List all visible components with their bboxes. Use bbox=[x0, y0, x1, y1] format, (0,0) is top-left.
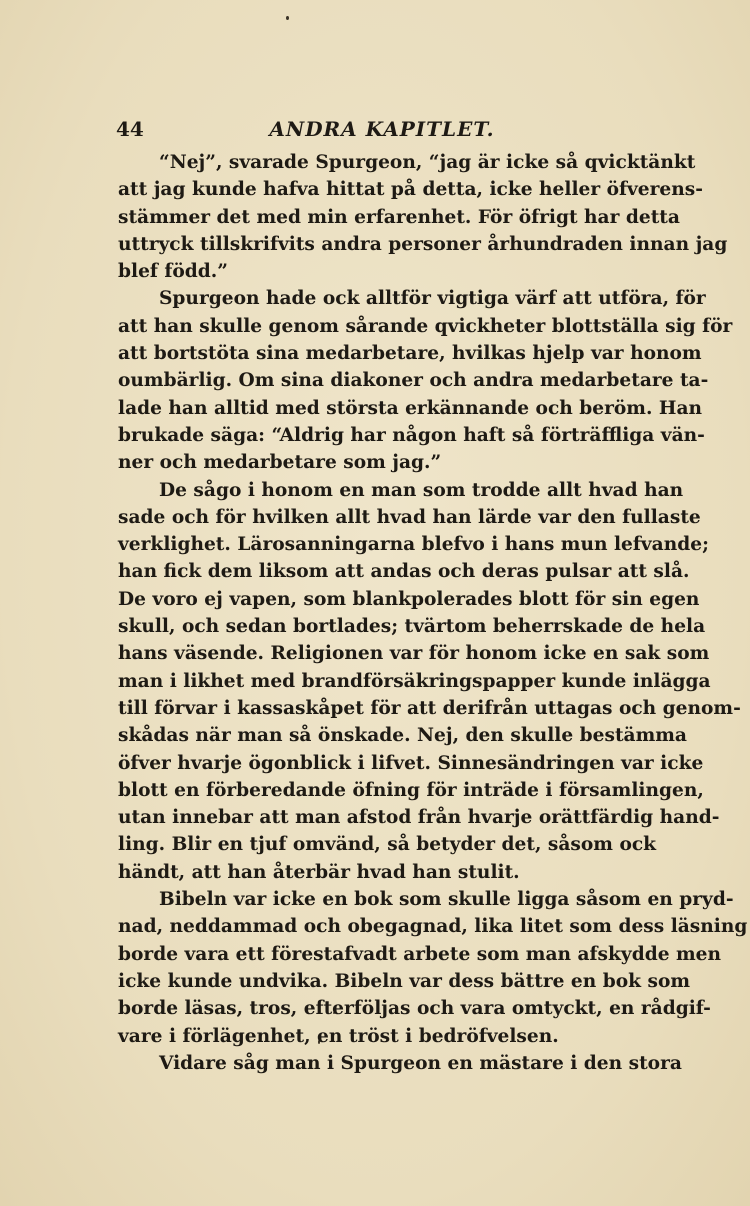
text-line: De voro ej vapen, som blankpolerades blott för sin egen bbox=[118, 588, 700, 610]
text-line: lade han alltid med största erkännande och beröm. Han bbox=[118, 397, 703, 419]
text-line: nad, neddammad och obegagnad, lika litet som dess läsning bbox=[118, 916, 748, 938]
body-text bbox=[118, 149, 748, 1077]
running-title: ANDRA KAPITLET. bbox=[269, 117, 495, 141]
text-line: till förvar i kassaskåpet för att derifrån uttagas och genom- bbox=[118, 697, 741, 719]
text-line: De sågo i honom en man som trodde allt hvad han bbox=[159, 479, 684, 501]
text-line: att bortstöta sina medarbetare, hvilkas hjelp var honom bbox=[118, 343, 702, 365]
text-line: ling. Blir en tjuf omvänd, så betyder det, såsom ock bbox=[118, 834, 657, 856]
text-line: skådas när man så önskade. Nej, den skulle bestämma bbox=[118, 725, 687, 747]
text-line: uttryck tillskrifvits andra personer århundraden innan jag bbox=[118, 233, 728, 255]
text-line: Spurgeon hade ock alltför vigtiga värf att utföra, för bbox=[159, 288, 706, 310]
text-line: vare i förlägenhet, en tröst i bedröfvelsen. bbox=[118, 1025, 559, 1047]
text-line: verklighet. Lärosanningarna blefvo i hans mun lefvande; bbox=[118, 534, 709, 556]
text-line: blef född.” bbox=[118, 261, 228, 283]
text-line: utan innebar att man afstod från hvarje orättfärdig hand- bbox=[118, 807, 720, 829]
text-line: man i likhet med brandförsäkringspapper kunde inlägga bbox=[118, 670, 711, 692]
text-line: hans väsende. Religionen var för honom icke en sak som bbox=[118, 643, 710, 665]
text-line: Vidare såg man i Spurgeon en mästare i den stora bbox=[159, 1052, 682, 1074]
text-line: icke kunde undvika. Bibeln var dess bättre en bok som bbox=[118, 970, 691, 992]
text-line: att jag kunde hafva hittat på detta, icke heller öfverens- bbox=[118, 179, 703, 201]
text-line: skull, och sedan bortlades; tvärtom beherrskade de hela bbox=[118, 616, 706, 638]
text-line: att han skulle genom sårande qvickheter blottställa sig för bbox=[118, 315, 733, 337]
text-line: händt, att han återbär hvad han stulit. bbox=[118, 861, 520, 883]
page-header bbox=[116, 117, 648, 145]
page-number: 44 bbox=[116, 117, 144, 141]
text-line: borde läsas, tros, efterföljas och vara omtyckt, en rådgif- bbox=[118, 998, 711, 1020]
text-line: borde vara ett förestafvadt arbete som man afskydde men bbox=[118, 943, 722, 965]
text-line: blott en förberedande öfning för inträde i församlingen, bbox=[118, 779, 704, 801]
text-line: han fick dem liksom att andas och deras pulsar att slå. bbox=[118, 561, 690, 583]
text-line: “Nej”, svarade Spurgeon, “jag är icke så qvicktänkt bbox=[159, 152, 696, 173]
text-line: Bibeln var icke en bok som skulle ligga såsom en pryd- bbox=[159, 889, 734, 911]
text-line: sade och för hvilken allt hvad han lärde var den fullaste bbox=[118, 506, 701, 528]
text-line: ner och medarbetare som jag.” bbox=[118, 452, 442, 474]
ink-speck bbox=[286, 16, 289, 20]
text-line: stämmer det med min erfarenhet. För öfrigt har detta bbox=[118, 206, 680, 228]
text-line: brukade säga: “Aldrig har någon haft så förträffliga vän- bbox=[118, 424, 705, 446]
text-line: oumbärlig. Om sina diakoner och andra medarbetare ta- bbox=[118, 370, 709, 392]
text-line: öfver hvarje ögonblick i lifvet. Sinnesändringen var icke bbox=[118, 752, 704, 774]
